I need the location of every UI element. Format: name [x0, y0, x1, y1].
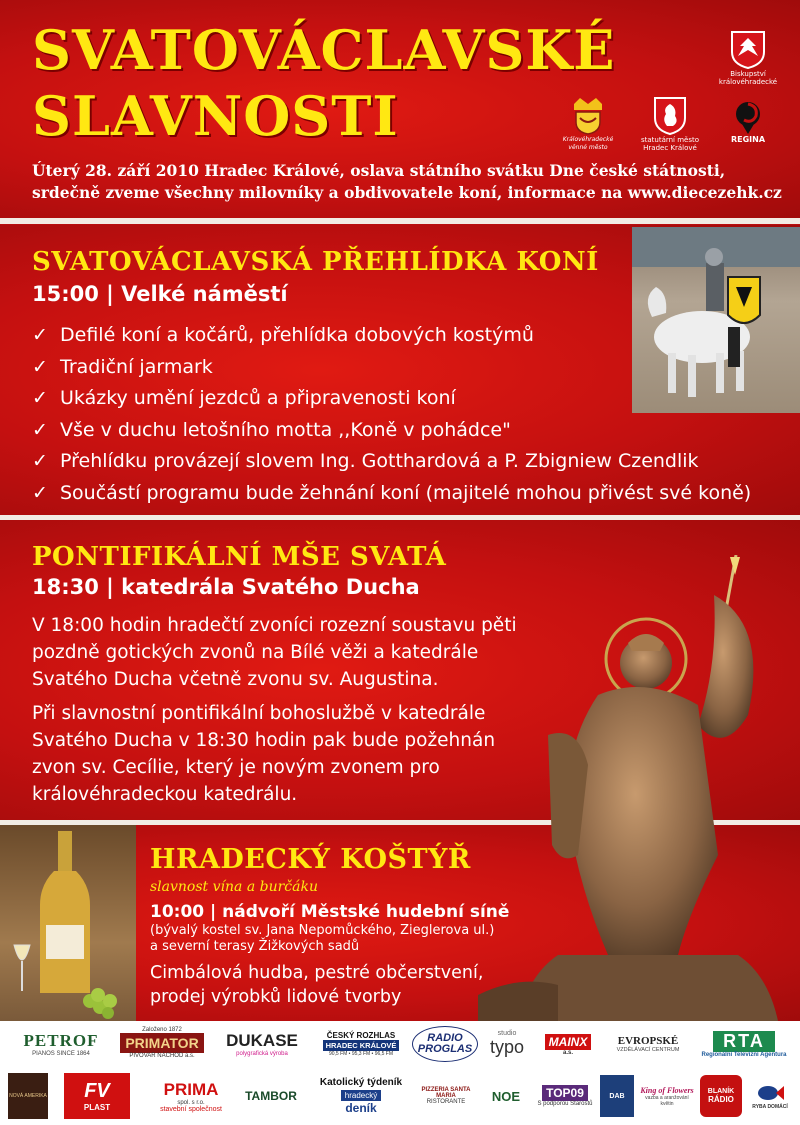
saint-wenceslas-statue-image	[478, 555, 800, 1021]
sponsor-logo-mainx	[536, 1031, 600, 1059]
sponsor-logo-top09	[534, 1077, 596, 1115]
regina-swirl-icon	[728, 96, 768, 136]
sponsor-name: DUKASE	[226, 1031, 298, 1050]
sponsor-name: NOE	[491, 1088, 521, 1104]
list-item-text: Součástí programu bude žehnání koní (majitelé mohou přivést své koně)	[60, 481, 752, 504]
checkmark-icon: ✓	[32, 418, 48, 441]
sponsor-top: studio	[497, 1030, 517, 1037]
sponsor-name: RADIO PROGLAS	[412, 1026, 478, 1062]
horses-section	[0, 225, 800, 515]
header-section	[0, 0, 800, 218]
sponsor-sub: S podporou Starostů	[537, 1101, 593, 1107]
sponsor-logo-ryba-domaci	[746, 1075, 794, 1117]
horses-list	[32, 320, 792, 509]
checkmark-icon: ✓	[32, 355, 48, 378]
intro-line-2: srdečně zveme všechny milovníky a obdivovatele koní, informace na www.diecezehk.cz	[32, 183, 782, 202]
horses-heading: SVATOVÁCLAVSKÁ PŘEHLÍDKA KONÍ	[32, 247, 599, 277]
sponsor-mid: HRADEC KRÁLOVÉ	[323, 1040, 400, 1051]
sponsor-logo-pizzeria-santa-maria	[414, 1075, 478, 1117]
queen-city-caption: Královéhradecké věnné město	[562, 136, 614, 151]
sponsor-name: MAINX	[545, 1034, 592, 1050]
sponsor-name: FV	[84, 1080, 110, 1102]
sponsor-logo-king-of-flowers	[638, 1073, 696, 1119]
sponsor-name: PETROF	[23, 1031, 99, 1050]
sponsor-logo-dab	[600, 1075, 634, 1117]
mass-paragraph-2	[32, 700, 495, 808]
sponsor-name: PRIMATOR	[120, 1033, 203, 1053]
sponsor-logo-nova-amerika	[8, 1073, 48, 1119]
checkmark-icon: ✓	[32, 481, 48, 504]
list-item-text: Defilé koní a kočárů, přehlídka dobových kostýmů	[60, 324, 534, 346]
mass-heading: PONTIFIKÁLNÍ MŠE SVATÁ	[32, 542, 447, 572]
separator	[0, 218, 800, 224]
list-item	[32, 352, 792, 384]
mass-paragraph-1-line: pozdně gotických zvonů na Bílé věži a katedrále	[32, 642, 479, 663]
sponsor-logo-petrof	[8, 1027, 114, 1061]
sponsor-name: PIZZERIA SANTA MARIA	[421, 1087, 471, 1099]
sponsor-sub: PIANOS SINCE 1864	[32, 1051, 90, 1057]
list-item	[32, 478, 792, 510]
sponsor-logo-evropske-centrum	[606, 1029, 690, 1059]
mass-paragraph-1-line: V 18:00 hodin hradečtí zvoníci rozezní soustavu pěti	[32, 615, 517, 636]
queen-city-crown-icon	[568, 96, 608, 136]
sponsor-name: TAMBOR	[245, 1089, 297, 1103]
list-item-text: Tradiční jarmark	[60, 355, 213, 378]
wine-description-line: Cimbálová hudba, pestré občerstvení,	[150, 963, 484, 983]
wine-address	[150, 923, 494, 955]
mass-paragraph-2-line: Svatého Ducha v 18:30 hodin pak bude požehnán	[32, 730, 496, 751]
wine-address-line: (bývalý kostel sv. Jana Nepomůckého, Zieglerova ul.)	[150, 923, 495, 938]
sponsor-name: TOP09	[542, 1085, 588, 1101]
wine-subtitle: slavnost vína a burčáku	[150, 879, 318, 895]
sponsor-mid: spol. s r.o.	[177, 1099, 205, 1106]
sponsor-sub: a.s.	[562, 1050, 573, 1056]
diocese-coat-of-arms-icon	[730, 30, 766, 70]
list-item-text: Ukázky umění jezdců a připravenosti koní	[60, 387, 456, 409]
mass-paragraph-2-line: královéhradeckou katedrálu.	[32, 784, 298, 805]
sponsor-logo-rta	[694, 1027, 794, 1061]
sponsor-logo-noe	[484, 1075, 528, 1117]
sponsor-name: EVROPSKÉ	[617, 1035, 679, 1047]
intro-text	[32, 160, 792, 204]
sponsor-logo-dukase	[214, 1029, 310, 1059]
list-item	[32, 446, 792, 478]
regina-caption: REGINA	[730, 135, 766, 144]
wine-bottle-photo	[0, 825, 136, 1021]
sponsor-sub: PIVOVAR NÁCHOD a.s.	[129, 1053, 195, 1059]
title-line-1: SVATOVÁCLAVSKÉ	[32, 18, 616, 82]
sponsor-mid: hradecký	[341, 1090, 381, 1101]
sponsor-name: RTA	[713, 1031, 775, 1052]
sponsor-sub: Regionální Televizní Agentura	[701, 1051, 787, 1058]
mass-paragraph-1	[32, 612, 517, 693]
sponsor-name: ČESKÝ ROZHLAS	[326, 1031, 396, 1040]
wine-description	[150, 961, 483, 1009]
diocese-logo	[718, 30, 778, 86]
mass-paragraph-1-line: Svatého Ducha včetně zvonu sv. Augustina.	[32, 669, 439, 690]
list-item	[32, 415, 792, 447]
sponsor-logo-katolicky-tydenik	[312, 1073, 410, 1119]
wine-time: 10:00 | nádvoří Městské hudební síně	[150, 902, 510, 922]
city-coat-of-arms-icon	[653, 96, 687, 136]
sponsor-name: PRIMA	[163, 1079, 219, 1099]
sponsor-sub: RÁDIO	[708, 1095, 734, 1104]
intro-line-1: Úterý 28. září 2010 Hradec Králové, oslava státního svátku Dne české státnosti,	[32, 161, 726, 180]
mass-time: 18:30 | katedrála Svatého Ducha	[32, 575, 420, 599]
list-item-text: Vše v duchu letošního motta ,,Koně v pohádce"	[60, 418, 511, 441]
sponsor-name: typo	[489, 1037, 525, 1057]
sponsors-bar	[0, 1021, 800, 1125]
sponsor-sub: RISTORANTE	[426, 1099, 466, 1105]
sponsor-sub: polygrafická výroba	[236, 1051, 288, 1057]
sponsor-logo-studio-typo	[482, 1025, 532, 1063]
wine-heading: HRADECKÝ KOŠTÝŘ	[150, 844, 471, 875]
sponsor-sub: PLAST	[83, 1103, 111, 1112]
sponsor-logo-prima	[150, 1075, 232, 1117]
queen-city-logo	[560, 96, 616, 152]
sponsor-name: NOVÁ AMERIKA	[9, 1093, 47, 1099]
city-logo	[638, 96, 702, 152]
sponsor-name: King of Flowers	[640, 1085, 694, 1095]
sponsor-logo-blanik-radio	[700, 1075, 742, 1117]
checkmark-icon: ✓	[32, 387, 48, 409]
diocese-caption: Biskupství královéhradecké	[718, 70, 778, 86]
title-line-2: SLAVNOSTI	[32, 84, 399, 148]
horses-time: 15:00 | Velké náměstí	[32, 282, 288, 306]
sponsor-top: Založeno 1872	[142, 1027, 182, 1033]
regina-logo	[718, 96, 778, 144]
sponsor-sub: vazba a aranžování květin	[645, 1094, 689, 1107]
list-item	[32, 320, 792, 352]
sponsor-sub: VZDĚLÁVACÍ CENTRUM	[616, 1047, 680, 1053]
wine-description-line: prodej výrobků lidové tvorby	[150, 987, 402, 1007]
sponsor-sub: deník	[345, 1101, 377, 1115]
mass-paragraph-2-line: zvon sv. Cecílie, který je novým zvonem pro	[32, 757, 440, 778]
wine-bottle-icon	[0, 825, 136, 1021]
sponsor-logo-proglas	[412, 1025, 478, 1063]
sponsor-logo-primator	[120, 1023, 204, 1063]
sponsor-name: RYBA DOMÁCÍ	[752, 1104, 788, 1110]
sponsor-name: Katolický týdeník	[319, 1077, 403, 1088]
sponsor-logo-tambor	[240, 1075, 302, 1117]
wine-address-line: a severní terasy Žižkových sadů	[150, 939, 360, 954]
city-caption: statutární město Hradec Králové	[640, 136, 700, 152]
sponsor-name: BLANÍK	[707, 1088, 735, 1095]
list-item-text: Přehlídku provázejí slovem Ing. Gotthardová a P. Zbigniew Czendlik	[60, 450, 699, 472]
checkmark-icon: ✓	[32, 450, 48, 472]
list-item	[32, 383, 792, 415]
checkmark-icon: ✓	[32, 324, 48, 346]
sponsor-name: DAB	[609, 1092, 625, 1100]
sponsor-logo-fv-plast	[64, 1073, 130, 1119]
mass-paragraph-2-line: Při slavnostní pontifikální bohoslužbě v katedrále	[32, 703, 486, 724]
sponsor-sub: 90,5 FM • 95,3 FM • 96,5 FM	[328, 1051, 394, 1057]
sponsor-logo-cesky-rozhlas	[318, 1025, 404, 1063]
fish-icon	[756, 1082, 784, 1104]
sponsor-sub: stavební společnost	[160, 1105, 222, 1113]
